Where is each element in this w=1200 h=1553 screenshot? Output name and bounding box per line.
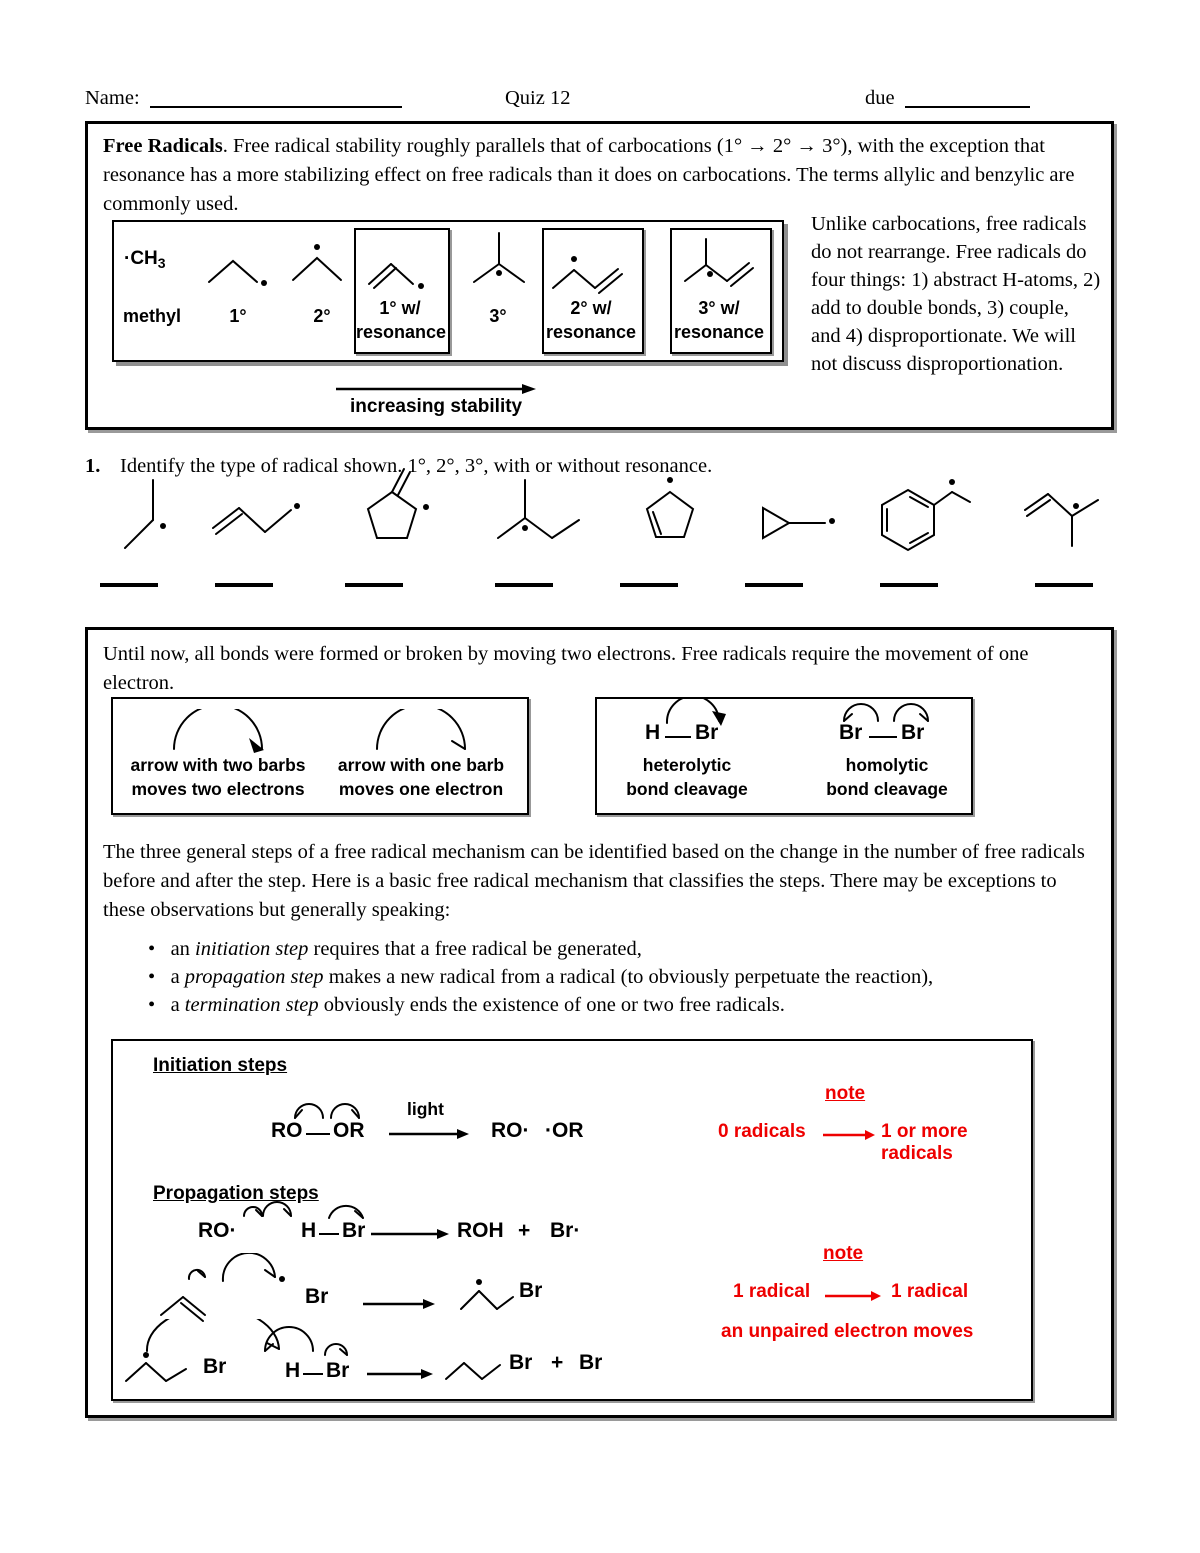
methylallyl-radical-structure xyxy=(550,244,636,294)
prop1-reaction-arrow xyxy=(371,1227,449,1241)
prop3-h: H xyxy=(285,1359,301,1382)
prop1-br: Br xyxy=(342,1219,366,1242)
label-methyl: methyl xyxy=(122,306,182,326)
prop3-br1: Br xyxy=(203,1355,227,1378)
propagation-heading: Propagation steps xyxy=(153,1183,319,1204)
intro-body: . Free radical stability roughly parallels that of carbocations (1° → 2° → 3°), with the exception that resonance has a more stabilizing effect on free radicals than it does on carbocations. The terms allylic and benzylic are commonly used. xyxy=(103,135,1075,215)
q1-answer-blank-1 xyxy=(100,583,158,587)
hetero-h: H xyxy=(645,721,661,744)
label-primary-res-1: 1° w/ xyxy=(379,298,421,318)
note1-title: note xyxy=(825,1083,866,1104)
homo-br-right: Br xyxy=(901,721,925,744)
q1-structure-methylbutenyl-radical xyxy=(1020,468,1120,564)
prop3-reaction-arrow xyxy=(367,1367,433,1381)
note1-left: 0 radicals xyxy=(718,1121,806,1142)
init-prod2: ·OR xyxy=(545,1119,584,1142)
prop2-fishhooks xyxy=(179,1253,299,1285)
heterolytic-caption-1: heterolytic xyxy=(642,755,732,775)
two-barb-caption-1: arrow with two barbs xyxy=(130,755,306,775)
q1-structure-cyclopentenyl-radical xyxy=(620,464,720,564)
note2-left: 1 radical xyxy=(733,1281,811,1302)
note2-arrow xyxy=(825,1290,881,1302)
h-br-bond xyxy=(665,736,691,738)
init-prod1: RO· xyxy=(491,1119,530,1142)
bullet-glyph: • xyxy=(148,994,171,1016)
homolytic-caption-2: bond cleavage xyxy=(826,779,948,799)
q1-structure-cyclopropylmethyl-radical xyxy=(745,470,840,562)
bullet-propagation: • a propagation step makes a new radical from a radical (to obviously perpetuate the reaction), xyxy=(148,966,934,988)
note1-arrow xyxy=(823,1129,875,1141)
initiation-heading: Initiation steps xyxy=(153,1055,288,1076)
intro-lead: Free Radicals xyxy=(103,135,223,157)
q1-answer-blank-2 xyxy=(215,583,273,587)
homo-br-left: Br xyxy=(839,721,863,744)
mechanism-box xyxy=(111,1039,1033,1401)
q1-structure-isopropyl-radical xyxy=(105,468,197,564)
intro-paragraph xyxy=(103,132,1103,219)
prop3-br2: Br xyxy=(326,1359,350,1382)
q1-answer-blank-8 xyxy=(1035,583,1093,587)
homolytic-arrow-right xyxy=(889,697,933,725)
label-primary-res-2: resonance xyxy=(356,322,447,342)
prop3-product-br: Br xyxy=(509,1351,533,1374)
prop3-product-structure xyxy=(443,1347,509,1385)
label-secondary-res-1: 2° w/ xyxy=(570,298,612,318)
prop2-product-br: Br xyxy=(519,1279,543,1302)
label-tertiary-res-2: resonance xyxy=(673,322,765,342)
prop1-prod1: ROH xyxy=(457,1219,504,1242)
q1-answer-blank-6 xyxy=(745,583,803,587)
due-label: due xyxy=(865,87,895,109)
q1-structure-phenylethyl-radical xyxy=(868,458,983,564)
allyl-radical-structure xyxy=(366,250,438,292)
two-barb-caption-2: moves two electrons xyxy=(131,779,305,799)
electron-intro: Until now, all bonds were formed or broken by moving two electrons. Free radicals require the movement of one electron. xyxy=(103,643,1029,694)
page-title: Quiz 12 xyxy=(505,87,571,109)
prop2-product-structure xyxy=(457,1271,519,1315)
label-primary: 1° xyxy=(229,306,247,326)
secondary-radical-structure xyxy=(290,240,354,284)
stability-diagram-box xyxy=(112,220,784,362)
note2-right: 1 radical xyxy=(891,1281,969,1302)
due-blank-line xyxy=(905,106,1030,108)
homolytic-arrow-left xyxy=(839,697,883,725)
note2-title: note xyxy=(823,1243,864,1264)
bullet-glyph: • xyxy=(148,966,171,988)
label-secondary: 2° xyxy=(313,306,331,326)
prop3-plus: + xyxy=(551,1351,564,1374)
arrow-meaning-box xyxy=(111,697,529,815)
question1-prompt: Identify the type of radical shown. 1°, 2°, 3°, with or without resonance. xyxy=(120,455,713,477)
note1-right: 1 or more radicals xyxy=(881,1121,968,1164)
bullet-initiation: • an initiation step requires that a free radical be generated, xyxy=(148,938,642,960)
mechanism-section-box xyxy=(85,627,1114,1418)
label-secondary-res-2: resonance xyxy=(545,322,637,342)
prop1-hook3 xyxy=(323,1189,369,1221)
prop3-mid-fishhook xyxy=(259,1325,319,1355)
one-barb-caption-1: arrow with one barb xyxy=(337,755,505,775)
prop1-plus: + xyxy=(518,1219,531,1242)
prop2-reaction-arrow xyxy=(363,1297,435,1311)
stability-axis-label: increasing stability xyxy=(350,396,523,417)
primary-radical-structure xyxy=(206,250,270,288)
label-tertiary-res-1: 3° w/ xyxy=(698,298,740,318)
prop3-hbr-bond xyxy=(303,1373,323,1375)
peroxide-bond xyxy=(306,1133,330,1135)
steps-paragraph: The three general steps of a free radical mechanism can be identified based on the change in the number of free radicals before and after the step. Here is a basic free radical mechanism that classifies the steps. There may be exceptions to these observations but generally speaking: xyxy=(103,841,1085,921)
prop2-br: Br xyxy=(305,1285,329,1308)
prop1-ro: RO· xyxy=(198,1219,237,1242)
secondary-resonance-box xyxy=(542,228,644,354)
bond-cleavage-box xyxy=(595,697,973,815)
prop3-br3: Br xyxy=(579,1351,603,1374)
q1-answer-blank-5 xyxy=(620,583,678,587)
methyl-formula: $\cdot CH_3$ xyxy=(124,248,166,271)
tertiary-radical-structure xyxy=(466,230,532,292)
name-label: Name: xyxy=(85,87,140,109)
homolytic-caption-1: homolytic xyxy=(845,755,929,775)
note2-subnote: an unpaired electron moves xyxy=(721,1321,974,1342)
prop1-prod2: Br· xyxy=(550,1219,581,1242)
prop1-h: H xyxy=(301,1219,317,1242)
q1-answer-blank-3 xyxy=(345,583,403,587)
prop3-small-hook xyxy=(321,1335,351,1359)
tertiary-resonance-box xyxy=(670,228,772,354)
q1-structure-tertamyl-radical xyxy=(480,468,585,564)
hetero-br: Br xyxy=(695,721,719,744)
dimethylallyl-radical-structure xyxy=(678,236,764,294)
init-or: OR xyxy=(333,1119,365,1142)
heterolytic-arrow xyxy=(659,697,729,727)
q1-structure-methylenecyclopentyl-radical xyxy=(340,462,445,564)
free-radicals-box xyxy=(85,121,1114,430)
primary-resonance-box xyxy=(354,228,450,354)
one-barb-caption-2: moves one electron xyxy=(338,779,504,799)
light-label: light xyxy=(407,1099,444,1119)
label-tertiary: 3° xyxy=(489,306,507,326)
bullet-glyph: • xyxy=(148,938,171,960)
prop1-hbr-bond xyxy=(319,1233,339,1235)
q1-answer-blank-7 xyxy=(880,583,938,587)
one-barb-arrow xyxy=(371,709,471,753)
name-blank-line xyxy=(150,106,402,108)
question1-number: 1. xyxy=(85,455,101,477)
q1-structure-butenyl-radical xyxy=(205,468,305,564)
br-br-bond xyxy=(869,736,897,738)
prop1-hook2 xyxy=(259,1197,295,1219)
stability-axis-arrow xyxy=(336,382,536,396)
two-barb-arrow xyxy=(168,709,268,753)
initiation-fishhooks xyxy=(285,1089,369,1121)
init-ro: RO xyxy=(271,1119,303,1142)
q1-answer-blank-4 xyxy=(495,583,553,587)
bullet-termination: • a termination step obviously ends the existence of one or two free radicals. xyxy=(148,994,785,1016)
initiation-reaction-arrow xyxy=(389,1127,469,1141)
side-note: Unlike carbocations, free radicals do not rearrange. Free radicals do four things: 1) abstract H-atoms, 2) add to double bonds, 3) couple, and 4) disproportionate. We will not discuss disproportionation. xyxy=(811,213,1101,375)
heterolytic-caption-2: bond cleavage xyxy=(626,779,748,799)
